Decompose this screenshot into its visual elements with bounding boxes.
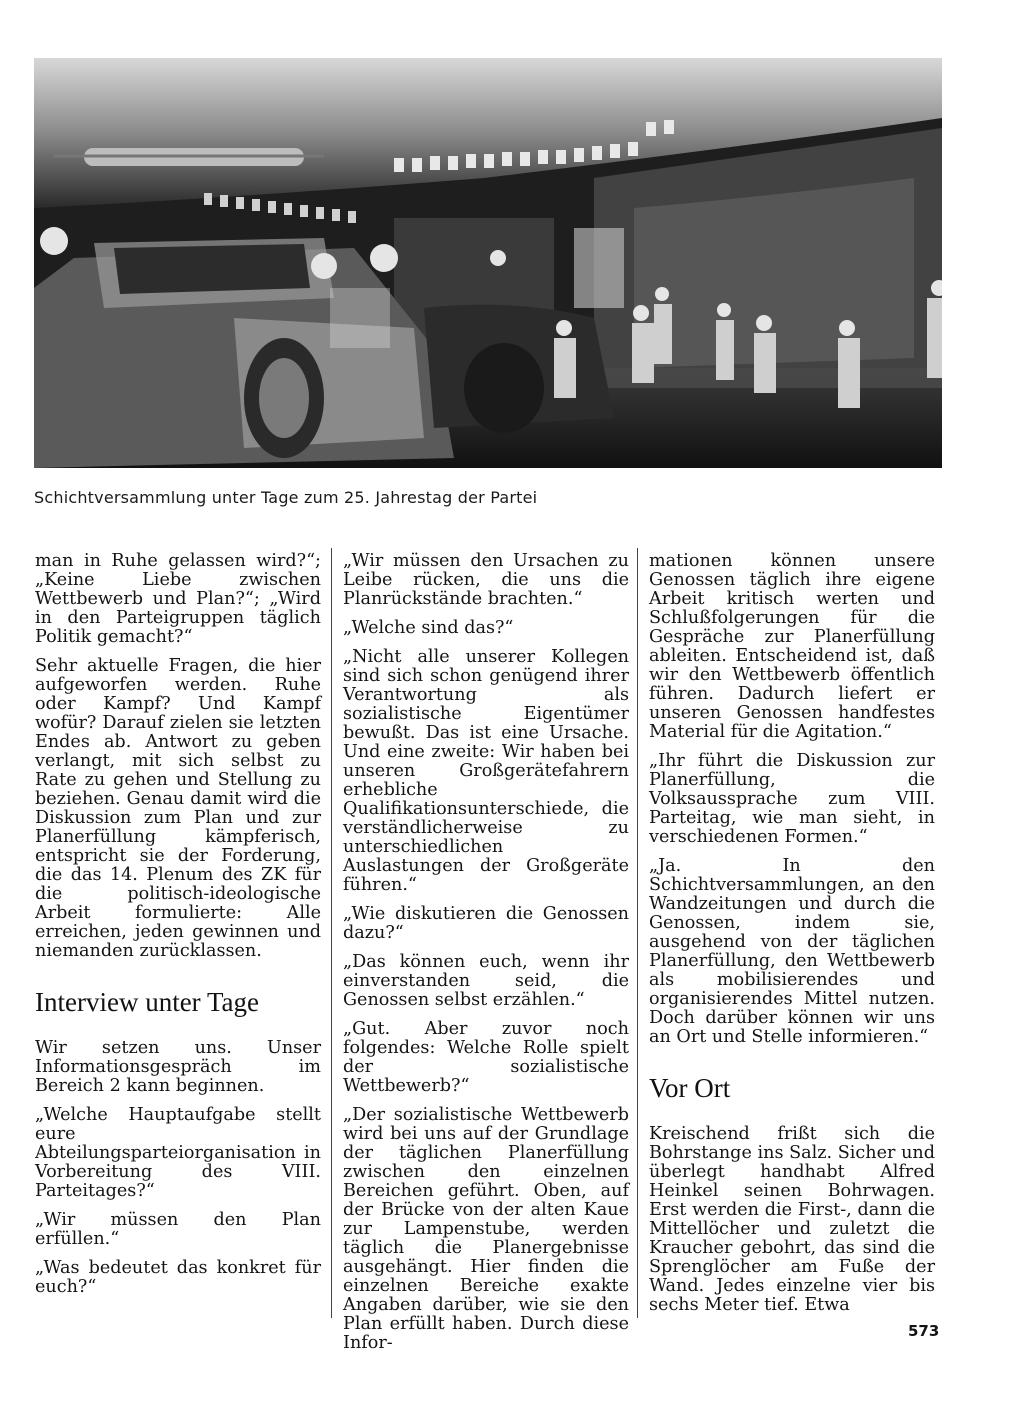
- photo-illustration: [34, 58, 942, 468]
- paragraph: Sehr aktuelle Fragen, die hier aufgeworfen werden. Ruhe oder Kampf? Und Kampf wofür? Darauf zielen sie letzten Endes ab. Antwort zu geben verlangt, mit sich selbst zu Rate zu gehen und Stellung zu beziehen. Genau damit wird die Diskussion zum Plan und zur Planerfüllung kämpferisch, entspricht sie der Forderung, die das 14. Plenum des ZK für die politisch-ideologische Arbeit formulierte: Alle erreichen, jeden gewinnen und niemanden zurücklassen.: [35, 656, 321, 961]
- paragraph: „Gut. Aber zuvor noch folgendes: Welche Rolle spielt der sozialistische Wettbewerb?“: [343, 1019, 629, 1096]
- section-heading: Vor Ort: [649, 1073, 731, 1103]
- paragraph: „Welche Hauptaufgabe stellt eure Abteilungsparteiorganisation in Vorbereitung des VIII. Parteitages?“: [35, 1105, 321, 1201]
- paragraph: „Wie diskutieren die Genossen dazu?“: [343, 904, 629, 943]
- paragraph: „Welche sind das?“: [343, 618, 514, 638]
- column-divider: [331, 548, 332, 1318]
- paragraph: „Wir müssen den Plan erfüllen.“: [35, 1210, 321, 1249]
- paragraph: „Was bedeutet das konkret für euch?“: [35, 1258, 321, 1297]
- paragraph: „Der sozialistische Wettbewerb wird bei uns auf der Grundlage der täglichen Planerfüllung zwischen den einzelnen Bereichen geführt. Oben, auf der Brücke von der alten Kaue zur Lampenstube, werden täglich die Planergebnisse ausgehängt. Hier finden die einzelnen Bereiche exakte Angaben darüber, wie sie den Plan erfüllt haben. Durch diese Infor-: [343, 1105, 629, 1353]
- paragraph: mationen können unsere Genossen täglich ihre eigene Arbeit kritisch werten und Schlußfolgerungen für die Gespräche zur Planerfüllung ableiten. Entscheidend ist, daß wir den Wettbewerb öffentlich führen. Dadurch liefert er unseren Genossen handfestes Material für die Agitation.“: [649, 551, 935, 742]
- paragraph: „Nicht alle unserer Kollegen sind sich schon genügend ihrer Verantwortung als sozialistische Eigentümer bewußt. Das ist eine Ursache. Und eine zweite: Wir haben bei unseren Großgerätefahrern erhebliche Qualifikationsunterschiede, die verständlicherweise zu unterschiedlichen Auslastungen der Großgeräte führen.“: [343, 647, 629, 895]
- paragraph: „Das können euch, wenn ihr einverstanden seid, die Genossen selbst erzählen.“: [343, 952, 629, 1010]
- text-column-3: [649, 552, 935, 1325]
- paragraph: „Wir müssen den Ursachen zu Leibe rücken, die uns die Planrückstände brachten.“: [343, 551, 629, 609]
- text-column-1: [35, 552, 321, 1307]
- paragraph: Kreischend frißt sich die Bohrstange ins Salz. Sicher und überlegt handhabt Alfred Heinkel seinen Bohrwagen. Erst werden die First-, dann die Mittellöcher und zuletzt die Kraucher gebohrt, das sind die Sprenglöcher am Fuße der Wand. Jedes einzelne vier bis sechs Meter tief. Etwa: [649, 1124, 935, 1315]
- photo-caption: Schichtversammlung unter Tage zum 25. Jahrestag der Partei: [34, 488, 538, 507]
- paragraph: Wir setzen uns. Unser Informationsgespräch im Bereich 2 kann beginnen.: [35, 1038, 321, 1096]
- mine-assembly-photo: [34, 58, 942, 468]
- paragraph: man in Ruhe gelassen wird?“; „Keine Liebe zwischen Wettbewerb und Plan?“; „Wird in den Parteigruppen täglich Politik gemacht?“: [35, 551, 321, 647]
- page-number: 573: [908, 1322, 940, 1340]
- text-column-2: [343, 552, 629, 1363]
- column-divider: [637, 548, 638, 1318]
- paragraph: „Ihr führt die Diskussion zur Planerfüllung, die Volksaussprache zum VIII. Parteitag, wie man sieht, in verschiedenen Formen.“: [649, 751, 935, 847]
- paragraph: „Ja. In den Schichtversammlungen, an den Wandzeitungen und durch die Genossen, indem sie, ausgehend von der täglichen Planerfüllung, den Wettbewerb als mobilisierendes und organisierendes Mittel nutzen. Doch darüber können wir uns an Ort und Stelle informieren.“: [649, 856, 935, 1047]
- section-heading: Interview unter Tage: [35, 987, 260, 1017]
